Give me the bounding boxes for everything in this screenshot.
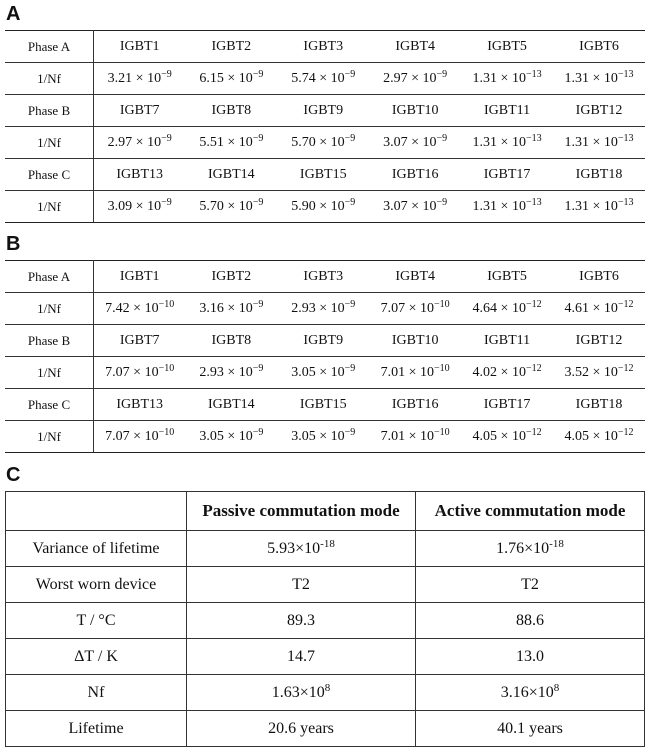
active-value: 88.6 [416,603,645,639]
inverse-nf-value: $5.74 \times 10^{-9}$ [277,63,369,95]
phase-label: Phase B [5,95,94,127]
inverse-nf-value: $4.64 \times 10^{-12}$ [461,293,553,325]
inverse-nf-value: $3.52 \times 10^{-12}$ [553,357,645,389]
phase-label: Phase C [5,159,94,191]
igbt-name-row [5,31,645,63]
table-row [6,639,645,675]
table-row [6,531,645,567]
igbt-name-row [5,159,645,191]
inverse-nf-value: $2.97 \times 10^{-9}$ [369,63,461,95]
table-c-header-passive: Passive commutation mode [187,492,416,531]
passive-value: $5.93\times 10^{-18}$ [187,531,416,567]
passive-value: 14.7 [187,639,416,675]
row-label: Variance of lifetime [6,531,187,567]
passive-value: $1.63\times 10^8$ [187,675,416,711]
inverse-nf-value: $7.07 \times 10^{-10}$ [94,421,186,453]
active-value: 40.1 years [416,711,645,747]
igbt-name-cell: IGBT2 [185,31,277,63]
igbt-name-cell: IGBT7 [94,95,186,127]
inverse-nf-row [5,293,645,325]
panel-label-c: C [6,464,21,486]
inverse-nf-value: $1.31 \times 10^{-13}$ [553,127,645,159]
table-c-header-empty [6,492,187,531]
inverse-nf-value: $5.70 \times 10^{-9}$ [185,191,277,223]
igbt-name-cell: IGBT13 [94,159,186,191]
inverse-nf-value: $5.70 \times 10^{-9}$ [277,127,369,159]
igbt-name-cell: IGBT3 [277,31,369,63]
igbt-name-cell: IGBT15 [277,389,369,421]
igbt-name-cell: IGBT12 [553,325,645,357]
inverse-nf-row [5,127,645,159]
igbt-name-cell: IGBT11 [461,95,553,127]
igbt-name-cell: IGBT2 [185,261,277,293]
igbt-name-cell: IGBT15 [277,159,369,191]
igbt-name-cell: IGBT16 [369,159,461,191]
igbt-name-cell: IGBT9 [277,95,369,127]
inverse-nf-value: $3.05 \times 10^{-9}$ [277,421,369,453]
row-label: ΔT / K [6,639,187,675]
inverse-nf-value: $4.05 \times 10^{-12}$ [461,421,553,453]
panel-label-b: B [6,233,21,255]
igbt-name-row [5,325,645,357]
inverse-nf-value: $3.16 \times 10^{-9}$ [185,293,277,325]
inverse-nf-value: $7.42 \times 10^{-10}$ [94,293,186,325]
table-c [5,491,645,747]
igbt-name-cell: IGBT8 [185,95,277,127]
row-label: Worst worn device [6,567,187,603]
igbt-name-cell: IGBT1 [94,31,186,63]
inverse-nf-value: $7.07 \times 10^{-10}$ [94,357,186,389]
inverse-nf-value: $1.31 \times 10^{-13}$ [553,63,645,95]
passive-value: T2 [187,567,416,603]
inverse-nf-value: $3.05 \times 10^{-9}$ [277,357,369,389]
igbt-name-cell: IGBT10 [369,95,461,127]
igbt-name-cell: IGBT5 [461,31,553,63]
igbt-name-cell: IGBT11 [461,325,553,357]
inverse-nf-label: 1/Nf [5,127,94,159]
inverse-nf-value: $3.21 \times 10^{-9}$ [94,63,186,95]
active-value: T2 [416,567,645,603]
inverse-nf-label: 1/Nf [5,357,94,389]
row-label: Nf [6,675,187,711]
active-value: 13.0 [416,639,645,675]
igbt-name-cell: IGBT14 [185,159,277,191]
igbt-name-cell: IGBT4 [369,31,461,63]
igbt-name-cell: IGBT6 [553,261,645,293]
inverse-nf-row [5,63,645,95]
inverse-nf-value: $5.90 \times 10^{-9}$ [277,191,369,223]
igbt-name-row [5,95,645,127]
inverse-nf-value: $3.05 \times 10^{-9}$ [185,421,277,453]
igbt-name-cell: IGBT12 [553,95,645,127]
inverse-nf-value: $2.93 \times 10^{-9}$ [277,293,369,325]
inverse-nf-row [5,421,645,453]
row-label: Lifetime [6,711,187,747]
igbt-name-cell: IGBT18 [553,159,645,191]
inverse-nf-value: $4.02 \times 10^{-12}$ [461,357,553,389]
inverse-nf-value: $6.15 \times 10^{-9}$ [185,63,277,95]
inverse-nf-row [5,357,645,389]
inverse-nf-value: $7.07 \times 10^{-10}$ [369,293,461,325]
table-row [6,711,645,747]
table-c-header-row [6,492,645,531]
table-c-header-active: Active commutation mode [416,492,645,531]
phase-label: Phase A [5,31,94,63]
active-value: $3.16\times 10^8$ [416,675,645,711]
table-b [5,260,645,453]
igbt-name-cell: IGBT17 [461,159,553,191]
igbt-name-cell: IGBT4 [369,261,461,293]
passive-value: 20.6 years [187,711,416,747]
igbt-name-cell: IGBT10 [369,325,461,357]
igbt-name-cell: IGBT9 [277,325,369,357]
inverse-nf-value: $1.31 \times 10^{-13}$ [461,63,553,95]
igbt-name-row [5,389,645,421]
igbt-name-cell: IGBT8 [185,325,277,357]
inverse-nf-label: 1/Nf [5,191,94,223]
inverse-nf-value: $4.61 \times 10^{-12}$ [553,293,645,325]
inverse-nf-value: $1.31 \times 10^{-13}$ [461,191,553,223]
table-row [6,567,645,603]
inverse-nf-value: $2.97 \times 10^{-9}$ [94,127,186,159]
inverse-nf-label: 1/Nf [5,293,94,325]
row-label: T / °C [6,603,187,639]
inverse-nf-value: $2.93 \times 10^{-9}$ [185,357,277,389]
inverse-nf-label: 1/Nf [5,63,94,95]
igbt-name-cell: IGBT7 [94,325,186,357]
inverse-nf-label: 1/Nf [5,421,94,453]
inverse-nf-value: $7.01 \times 10^{-10}$ [369,357,461,389]
table-a [5,30,645,223]
inverse-nf-value: $5.51 \times 10^{-9}$ [185,127,277,159]
igbt-name-cell: IGBT18 [553,389,645,421]
inverse-nf-value: $4.05 \times 10^{-12}$ [553,421,645,453]
igbt-name-cell: IGBT1 [94,261,186,293]
inverse-nf-value: $1.31 \times 10^{-13}$ [553,191,645,223]
active-value: $1.76\times 10^{-18}$ [416,531,645,567]
igbt-name-cell: IGBT3 [277,261,369,293]
igbt-name-cell: IGBT16 [369,389,461,421]
igbt-name-row [5,261,645,293]
igbt-name-cell: IGBT17 [461,389,553,421]
inverse-nf-row [5,191,645,223]
phase-label: Phase A [5,261,94,293]
igbt-name-cell: IGBT14 [185,389,277,421]
inverse-nf-value: $3.07 \times 10^{-9}$ [369,127,461,159]
panel-label-a: A [6,3,21,25]
phase-label: Phase B [5,325,94,357]
phase-label: Phase C [5,389,94,421]
table-row [6,603,645,639]
inverse-nf-value: $7.01 \times 10^{-10}$ [369,421,461,453]
igbt-name-cell: IGBT5 [461,261,553,293]
passive-value: 89.3 [187,603,416,639]
inverse-nf-value: $1.31 \times 10^{-13}$ [461,127,553,159]
inverse-nf-value: $3.07 \times 10^{-9}$ [369,191,461,223]
igbt-name-cell: IGBT13 [94,389,186,421]
table-row [6,675,645,711]
inverse-nf-value: $3.09 \times 10^{-9}$ [94,191,186,223]
igbt-name-cell: IGBT6 [553,31,645,63]
